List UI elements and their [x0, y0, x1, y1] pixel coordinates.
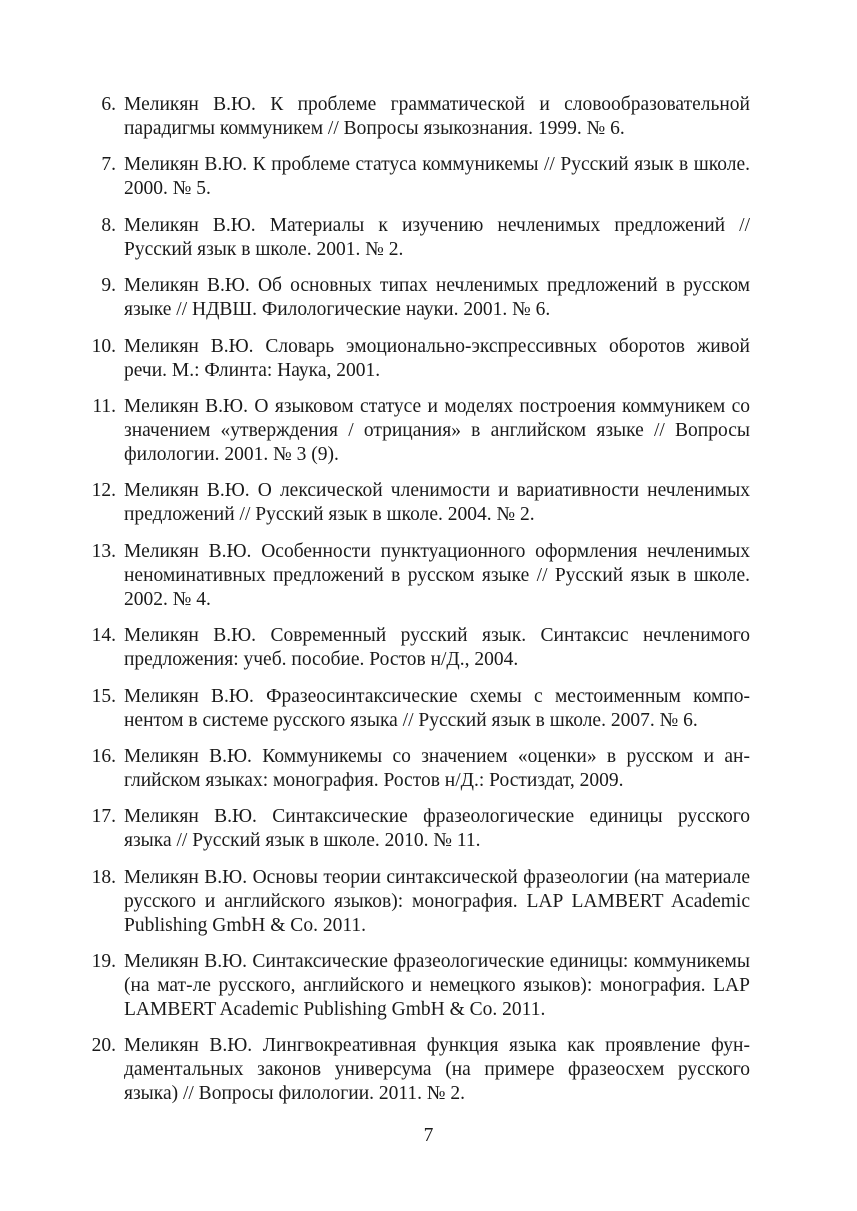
reference-number: 8.: [101, 214, 116, 236]
reference-number: 10.: [91, 335, 116, 357]
reference-item: [86, 479, 750, 527]
reference-item: [86, 745, 750, 793]
reference-item: [86, 1034, 750, 1106]
reference-text: Меликян В.Ю. Коммуникемы со значением «оценки» в русском и английском языках: монография. Ростов н/Д.: Ростиздат, 2009.: [124, 745, 750, 791]
reference-text: Меликян В.Ю. Синтаксические фразеологические единицы: коммуникемы (на мат-ле русского, английского и немецкого языков): монография. LAP LAMBERT Academic Publishing GmbH & Co. 2011.: [124, 951, 750, 1021]
reference-text: Меликян В.Ю. К проблеме статуса коммуникемы // Русский язык в школе. 2000. № 5.: [124, 154, 750, 200]
reference-text: Меликян В.Ю. Словарь эмоционально-экспрессивных оборотов живой речи. М.: Флинта: Наука, 2001.: [124, 335, 750, 381]
reference-text: Меликян В.Ю. Фразеосинтаксические схемы с местоименным компонентом в системе русского языка // Русский язык в школе. 2007. № 6.: [124, 685, 750, 731]
reference-number: 14.: [91, 625, 116, 647]
reference-item: [86, 950, 750, 1022]
reference-number: 17.: [91, 806, 116, 828]
reference-item: [86, 274, 750, 322]
reference-item: [86, 624, 750, 672]
reference-number: 12.: [91, 480, 116, 502]
reference-number: 15.: [91, 685, 116, 707]
reference-number: 19.: [91, 951, 116, 973]
reference-item: [86, 866, 750, 938]
reference-text: Меликян В.Ю. Об основных типах нечленимых предложений в русском языке // НДВШ. Филологические науки. 2001. № 6.: [124, 275, 750, 321]
reference-number: 7.: [101, 154, 116, 176]
reference-item: [86, 93, 750, 141]
reference-number: 20.: [91, 1035, 116, 1057]
reference-number: 13.: [91, 540, 116, 562]
reference-text: Меликян В.Ю. К проблеме грамматической и словообразовательной парадигмы коммуникем // Вопросы языкознания. 1999. № 6.: [124, 94, 750, 139]
reference-list: [86, 93, 750, 1119]
reference-item: [86, 540, 750, 612]
reference-item: [86, 395, 750, 467]
reference-text: Меликян В.Ю. О языковом статусе и моделях построения коммуникем со значением «утверждения / отрицания» в английском языке // Вопросы филологии. 2001. № 3 (9).: [124, 395, 750, 465]
reference-item: [86, 214, 750, 262]
reference-text: Меликян В.Ю. Синтаксические фразеологические единицы русского языка // Русский язык в школе. 2010. № 11.: [124, 806, 750, 852]
reference-text: Меликян В.Ю. Лингвокреативная функция языка как проявление фундаментальных законов универсума (на примере фразеосхем русского языка) // Вопросы филологии. 2011. № 2.: [124, 1035, 750, 1105]
reference-number: 16.: [91, 745, 116, 767]
reference-number: 18.: [91, 866, 116, 888]
reference-number: 9.: [101, 275, 116, 297]
reference-text: Меликян В.Ю. Материалы к изучению нечленимых предложений // Русский язык в школе. 2001. № 2.: [124, 214, 750, 260]
reference-text: Меликян В.Ю. Особенности пунктуационного оформления нечленимых неноминативных предложений в русском языке // Русский язык в школе. 2002. № 4.: [124, 540, 750, 610]
reference-item: [86, 153, 750, 201]
page-number: 7: [423, 1125, 434, 1146]
reference-item: [86, 805, 750, 853]
reference-text: Меликян В.Ю. О лексической членимости и вариативности нечленимых предложений // Русский язык в школе. 2004. № 2.: [124, 480, 750, 526]
reference-text: Меликян В.Ю. Основы теории синтаксической фразеологии (на материале русского и английского языков): монография. LAP LAMBERT Academic Publishing GmbH & Co. 2011.: [124, 866, 750, 936]
reference-text: Меликян В.Ю. Современный русский язык. Синтаксис нечленимого предложения: учеб. пособие. Ростов н/Д., 2004.: [124, 625, 750, 671]
reference-item: [86, 685, 750, 733]
reference-number: 11.: [92, 395, 116, 417]
reference-number: 6.: [101, 94, 116, 115]
reference-item: [86, 335, 750, 383]
